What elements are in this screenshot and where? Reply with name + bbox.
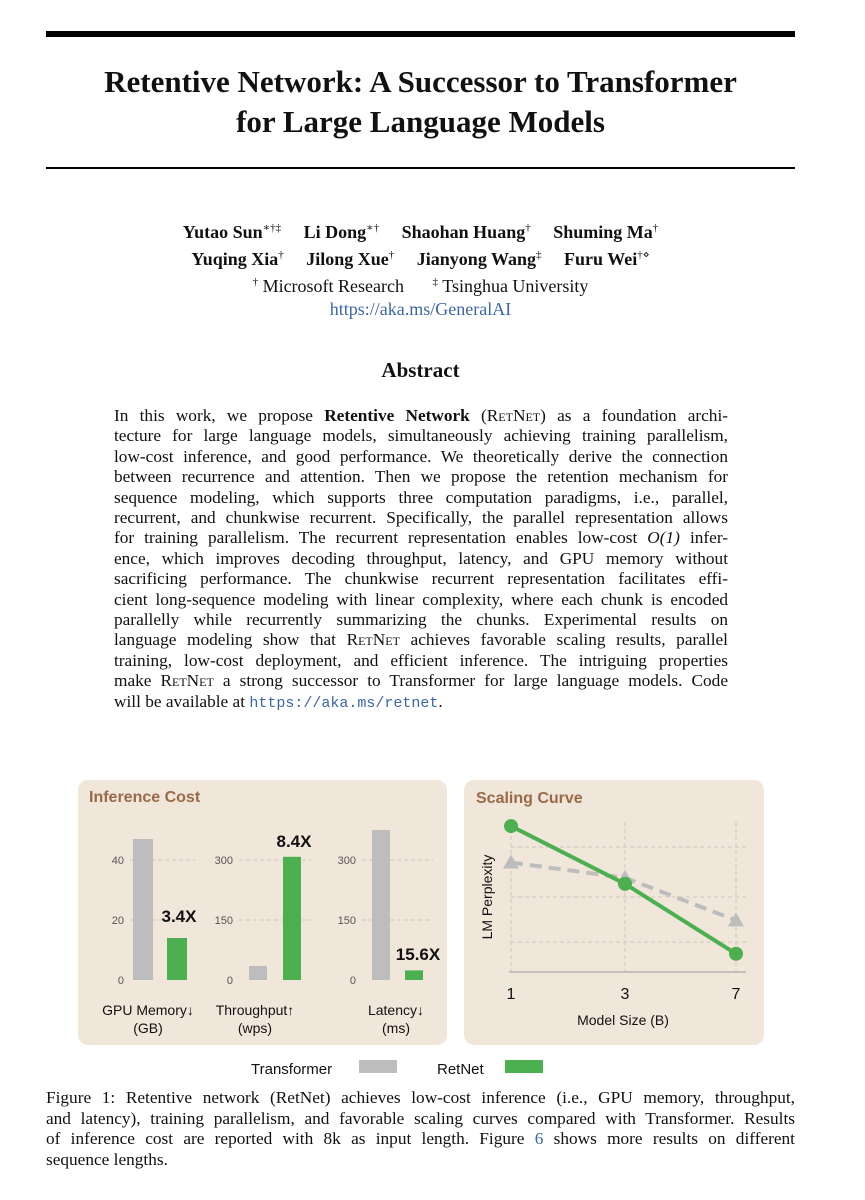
x-category-unit: (wps)	[237, 1020, 273, 1036]
code-url-link[interactable]: https://aka.ms/retnet	[249, 694, 439, 712]
abstract-line: tecture for large language models, simultaneously achieving training parallelism,	[114, 426, 728, 446]
legend-label-transformer: Transformer	[251, 1061, 333, 1078]
caption-line: sequence lengths.	[46, 1149, 168, 1169]
legend-label-retnet: RetNet	[437, 1061, 484, 1078]
y-tick-label: 150	[337, 915, 356, 927]
abstract-line: make RetNet a strong successor to Transformer for large language models. Code	[114, 671, 728, 691]
author: Shuming Ma†	[553, 222, 659, 242]
abstract-heading: Abstract	[381, 358, 460, 382]
affiliation: ‡ Tsinghua University	[432, 276, 589, 296]
retnet-bar	[405, 970, 423, 980]
abstract-line: training, low-cost deployment, and efficient inference. The intriguing properties	[114, 650, 728, 670]
retnet-bar	[283, 857, 301, 980]
abstract-line: between recurrence and attention. Then we propose the retention mechanism for	[114, 467, 728, 487]
x-category-label: Throughput↑	[215, 1002, 295, 1018]
x-tick-label: 3	[620, 986, 630, 1003]
author: Yuqing Xia†	[191, 249, 284, 269]
abstract-text	[114, 406, 728, 714]
speedup-annotation: 3.4X	[161, 907, 197, 926]
legend-swatch-transformer	[359, 1060, 397, 1073]
y-tick-label: 300	[214, 855, 233, 867]
transformer-line	[511, 863, 736, 921]
author: Furu Wei†⋄	[564, 249, 650, 269]
author: Jianyong Wang‡	[416, 249, 542, 269]
abstract-line: sequence modeling, which supports three computation paradigms, i.e., parallel,	[114, 487, 728, 507]
x-category-unit: (ms)	[382, 1020, 410, 1036]
transformer-bar	[133, 839, 153, 980]
caption-line: and latency), training parallelism, and favorable scaling curves compared with Transformer. Results	[46, 1108, 795, 1128]
x-category-unit: (GB)	[133, 1020, 163, 1036]
affiliations	[46, 271, 795, 298]
abstract-line: parallelly while recurrently summarizing the chunks. Experimental results on	[114, 610, 728, 630]
affiliation: † Microsoft Research	[252, 276, 405, 296]
x-tick-label: 1	[506, 986, 516, 1003]
transformer-bar	[249, 966, 267, 980]
abstract-line: ence, which improves decoding throughput, latency, and GPU memory without	[114, 548, 728, 568]
abstract-line: will be available at https://aka.ms/retnet.	[114, 691, 443, 712]
y-tick-label: 40	[111, 855, 124, 867]
figure-6-link[interactable]: 6	[534, 1129, 544, 1148]
y-tick-label: 0	[226, 975, 233, 987]
caption-line: of inference cost are reported with 8k as input length. Figure 6 shows more results on different	[46, 1129, 795, 1148]
abstract-line: recurrent, and chunkwise recurrent. Specifically, the parallel representation allows	[114, 508, 728, 528]
paper-title	[46, 62, 795, 142]
title-line-1: Retentive Network: A Successor to Transformer	[104, 64, 737, 99]
y-tick-label: 0	[117, 975, 124, 987]
abstract-line: cient long-sequence modeling with linear complexity, where each chunk is encoded	[114, 589, 728, 609]
x-tick-label: 7	[731, 986, 741, 1003]
author-url-row	[46, 298, 795, 321]
top-rule	[46, 31, 795, 37]
inference-cost-title: Inference Cost	[89, 789, 201, 806]
retnet-bar	[167, 938, 187, 980]
speedup-annotation: 8.4X	[276, 832, 312, 851]
author: Jilong Xue†	[306, 249, 395, 269]
x-category-label: GPU Memory↓	[102, 1002, 194, 1018]
transformer-bar	[372, 830, 390, 980]
author-row-2	[46, 244, 795, 271]
title-line-2: for Large Language Models	[236, 104, 605, 139]
retnet-point	[504, 819, 518, 833]
scaling-curve-title: Scaling Curve	[476, 790, 583, 807]
abstract-line: In this work, we propose Retentive Network (RetNet) as a foundation archi-	[114, 406, 728, 425]
title-rule	[46, 167, 795, 169]
abstract-line: low-cost inference, and good performance. We theoretically derive the connection	[114, 446, 728, 466]
figure-chart-svg	[46, 772, 795, 1082]
y-axis-label: LM Perplexity	[479, 854, 495, 940]
caption-line: Figure 1: Retentive network (RetNet) achieves low-cost inference (i.e., GPU memory, throughput,	[46, 1088, 795, 1107]
author: Yutao Sun∗†‡	[182, 222, 282, 242]
figure-1	[46, 772, 795, 1082]
retnet-point	[729, 947, 743, 961]
y-tick-label: 150	[214, 915, 233, 927]
x-axis-label: Model Size (B)	[577, 1012, 669, 1028]
x-category-label: Latency↓	[367, 1002, 425, 1018]
author: Li Dong∗†	[303, 222, 380, 242]
author-row-1	[46, 217, 795, 244]
legend-swatch-retnet	[505, 1060, 543, 1073]
figure-caption	[46, 1088, 795, 1170]
y-tick-label: 300	[337, 855, 356, 867]
y-tick-label: 0	[349, 975, 356, 987]
speedup-annotation: 15.6X	[395, 945, 441, 964]
y-tick-label: 20	[111, 915, 124, 927]
abstract-line: for training parallelism. The recurrent representation enables low-cost O(1) infer-	[114, 528, 728, 548]
author: Shaohan Huang†	[401, 222, 531, 242]
group-url-link[interactable]: https://aka.ms/GeneralAI	[329, 299, 512, 319]
abstract-line: sacrificing performance. The chunkwise recurrent representation facilitates effi-	[114, 569, 728, 589]
author-block	[46, 217, 795, 321]
retnet-point	[618, 877, 632, 891]
abstract-line: language modeling show that RetNet achieves favorable scaling results, parallel	[114, 630, 728, 650]
